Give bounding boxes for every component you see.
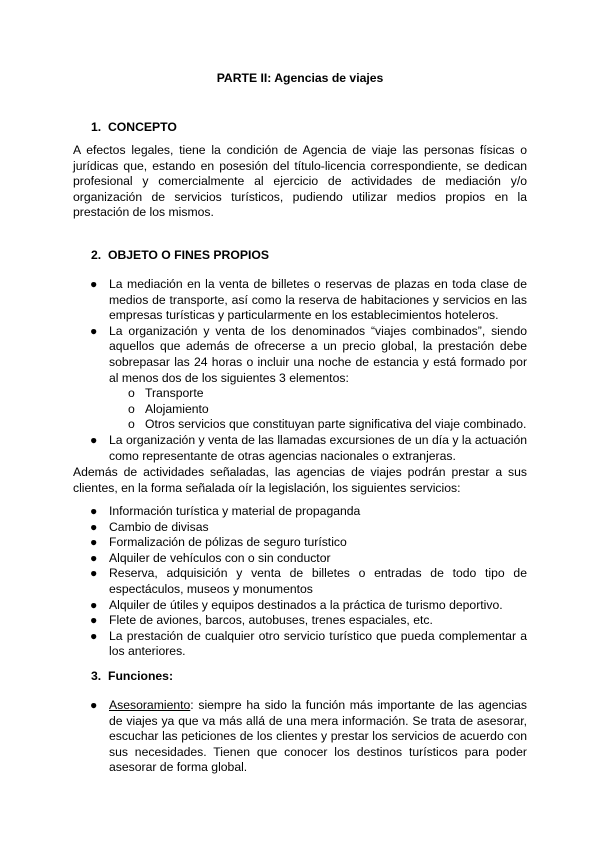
objectives-list: [90, 277, 527, 464]
sub-list-item: [109, 417, 527, 433]
sub-list-item-text: Otros servicios que constituyan parte significativa del viaje combinado.: [145, 417, 527, 432]
list-item: [90, 598, 527, 614]
sub-bullet-icon: o: [128, 386, 135, 401]
list-item-text: La prestación de cualquier otro servicio turístico que pueda complementar a los anteriores.: [109, 628, 527, 659]
function-description: : siempre ha sido la función más importante de las agencias de viajes ya que va más allá de una mera información. Se trata de asesorar, escuchar las peticiones de los clientes y prestar los servicios de acuerdo con sus necesidades. Tienen que conocer los destinos turísticos para poder asesorar de forma global.: [109, 698, 527, 775]
list-item: [90, 433, 527, 464]
section-1-number: 1.: [91, 120, 102, 134]
section-2-title: OBJETO O FINES PROPIOS: [108, 248, 269, 262]
sub-list-item-text: Alojamiento: [145, 401, 209, 416]
bullet-icon: ●: [90, 566, 98, 581]
list-item: [90, 520, 527, 536]
sub-list-item-text: Transporte: [145, 386, 204, 401]
sub-bullet-icon: o: [128, 401, 135, 416]
list-item: [90, 535, 527, 551]
section-3-number: 3.: [91, 669, 102, 683]
list-item: [90, 566, 527, 597]
bullet-icon: ●: [90, 613, 98, 628]
list-item-text: Flete de aviones, barcos, autobuses, trenes espaciales, etc.: [109, 613, 433, 628]
list-item: [90, 629, 527, 660]
list-item: [90, 551, 527, 567]
functions-list: [90, 698, 527, 776]
sub-bullet-icon: o: [128, 417, 135, 432]
list-item: [90, 324, 527, 433]
section-2-heading: [91, 248, 269, 264]
section-1-paragraph: A efectos legales, tiene la condición de Agencia de viaje las personas físicas o jurídicas que, estando en posesión del título-licencia correspondiente, se dedican profesional y comercialmente al ejercicio de actividades de mediación y/o organización de servicios turísticos, pudiendo utilizar medios propios en la prestación de los mismos.: [73, 143, 527, 220]
section-3-title: Funciones:: [108, 669, 174, 683]
list-item-text: Reserva, adquisición y venta de billetes o entradas de todo tipo de espectáculos, museos y monumentos: [109, 566, 527, 596]
bullet-icon: ●: [90, 628, 98, 643]
list-item-text: Formalización de pólizas de seguro turístico: [109, 535, 347, 550]
bullet-icon: ●: [90, 432, 98, 447]
bullet-icon: ●: [90, 597, 98, 612]
list-item: [90, 277, 527, 324]
list-item: [90, 613, 527, 629]
services-list: [90, 504, 527, 660]
bullet-icon: ●: [90, 323, 98, 338]
list-item-text: La organización y venta de las llamadas excursiones de un día y la actuación como representante de otras agencias nacionales o extranjeras.: [109, 432, 527, 463]
function-term: Asesoramiento: [109, 698, 191, 712]
bullet-icon: ●: [90, 698, 98, 712]
page-title: PARTE II: Agencias de viajes: [216, 71, 384, 85]
bullet-icon: ●: [90, 519, 98, 534]
list-item-text: La mediación en la venta de billetes o reservas de plazas en toda clase de medios de transporte, así como la reserva de habitaciones y servicios en las empresas turísticas y particularmente en los establecimientos hoteleros.: [109, 277, 527, 323]
list-item-text: Alquiler de útiles y equipos destinados a la práctica de turismo deportivo.: [109, 597, 503, 612]
services-intro-paragraph: Además de actividades señaladas, las agencias de viajes podrán prestar a sus clientes, en la forma señalada oír la legislación, los siguientes servicios:: [73, 465, 527, 495]
combined-trip-elements-list: [109, 386, 527, 433]
section-3-heading: [91, 669, 173, 685]
list-item: [90, 698, 527, 776]
list-item: [90, 504, 527, 520]
bullet-icon: ●: [90, 535, 98, 550]
section-1-title: CONCEPTO: [108, 120, 177, 134]
sub-list-item: [109, 402, 527, 418]
list-item-text: Alquiler de vehículos con o sin conductor: [109, 550, 331, 565]
bullet-icon: ●: [90, 504, 98, 518]
list-item-text: Cambio de divisas: [109, 519, 209, 534]
bullet-icon: ●: [90, 550, 98, 565]
bullet-icon: ●: [90, 277, 98, 291]
section-1-heading: [91, 120, 177, 136]
list-item-text: Información turística y material de propaganda: [109, 504, 361, 518]
section-2-number: 2.: [91, 248, 102, 262]
sub-list-item: [109, 386, 527, 402]
list-item-text: La organización y venta de los denominados “viajes combinados”, siendo aquellos que además de ofrecerse a un precio global, la prestación debe sobrepasar las 24 horas o incluir una noche de estancia y está formado por al menos dos de los siguientes 3 elementos:: [109, 323, 527, 385]
